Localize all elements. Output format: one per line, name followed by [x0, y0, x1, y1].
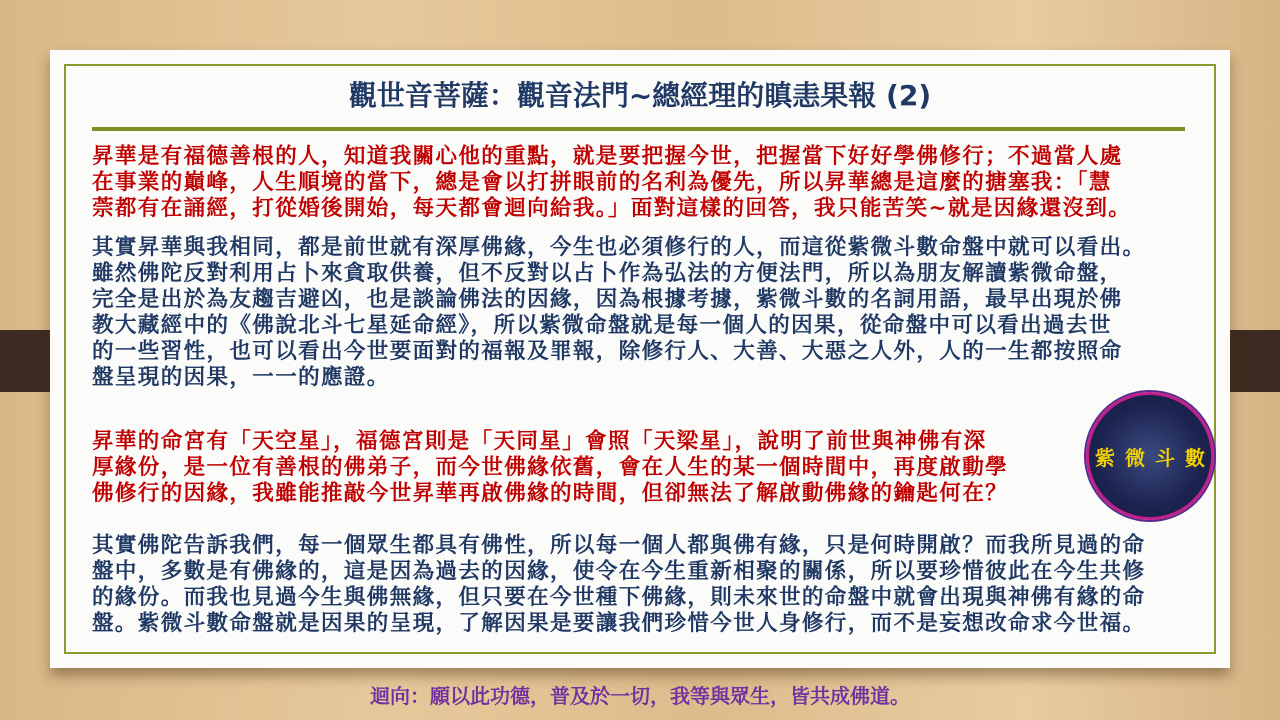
binder-strap-left	[0, 330, 52, 392]
paragraph-2	[92, 235, 1145, 391]
text-line: 昇華是有福德善根的人，知道我關心他的重點，就是要把握今世，把握當下好好學佛修行；不過當人處	[92, 144, 1123, 169]
paragraph-1	[92, 144, 1131, 222]
text-line: 完全是出於為友趨吉避凶，也是談論佛法的因緣，因為根據考據，紫微斗數的名詞用語，最早出現於佛	[92, 287, 1123, 312]
text-line: 雖然佛陀反對利用占卜來貪取供養，但不反對以占卜作為弘法的方便法門，所以為朋友解讀紫微命盤，	[92, 261, 1123, 286]
text-line: 在事業的巔峰，人生順境的當下，總是會以打拼眼前的名利為優先，所以昇華總是這麼的搪塞我：「慧	[92, 170, 1112, 195]
text-line: 盤。紫微斗數命盤就是因果的呈現，了解因果是要讓我們珍惜今世人身修行，而不是妄想改命求今世福。	[92, 611, 1146, 636]
text-line: 其實佛陀告訴我們，每一個眾生都具有佛性，所以每一個人都與佛有緣，只是何時開啟？而我所見過的命	[92, 533, 1146, 558]
text-line: 教大藏經中的《佛說北斗七星延命經》，所以紫微命盤就是每一個人的因果，從命盤中可以看出過去世	[92, 313, 1112, 338]
ziwei-badge-logo	[1086, 392, 1214, 520]
binder-strap-right	[1228, 330, 1280, 392]
title-divider	[92, 127, 1185, 131]
dedication-footer: 迴向：願以此功德，普及於一切，我等與眾生，皆共成佛道。	[370, 684, 910, 708]
text-line: 佛修行的因緣，我雖能推敲今世昇華再啟佛緣的時間，但卻無法了解啟動佛緣的鑰匙何在？	[92, 481, 1009, 506]
text-line: 盤中，多數是有佛緣的，這是因為過去的因緣，使令在今生重新相聚的關係，所以要珍惜彼此在今生共修	[92, 559, 1146, 584]
text-line: 盤呈現的因果，一一的應證。	[92, 365, 390, 390]
text-line: 萗都有在誦經，打從婚後開始，每天都會迴向給我。」面對這樣的回答，我只能苦笑~就是因緣還沒到。	[92, 196, 1132, 221]
text-line: 的緣份。而我也見過今生與佛無緣，但只要在今世種下佛緣，則未來世的命盤中就會出現與神佛有緣的命	[92, 585, 1146, 610]
slide-title: 觀世音菩薩：觀音法門~總經理的瞋恚果報 (2)	[348, 79, 932, 112]
text-line: 的一些習性，也可以看出今世要面對的福報及罪報，除修行人、大善、大惡之人外，人的一生都按照命	[92, 339, 1123, 364]
slide-paper	[50, 50, 1230, 668]
paragraph-3	[92, 429, 1008, 507]
badge-label: 紫微斗數	[1095, 445, 1215, 470]
text-line: 厚緣份，是一位有善根的佛弟子，而今世佛緣依舊，會在人生的某一個時間中，再度啟動學	[92, 455, 1009, 480]
text-line: 昇華的命宮有「天空星」，福德宮則是「天同星」會照「天梁星」，說明了前世與神佛有深	[92, 429, 987, 454]
paragraph-4	[92, 533, 1145, 637]
text-line: 其實昇華與我相同，都是前世就有深厚佛緣，今生也必須修行的人，而這從紫微斗數命盤中就可以看出。	[92, 235, 1146, 260]
